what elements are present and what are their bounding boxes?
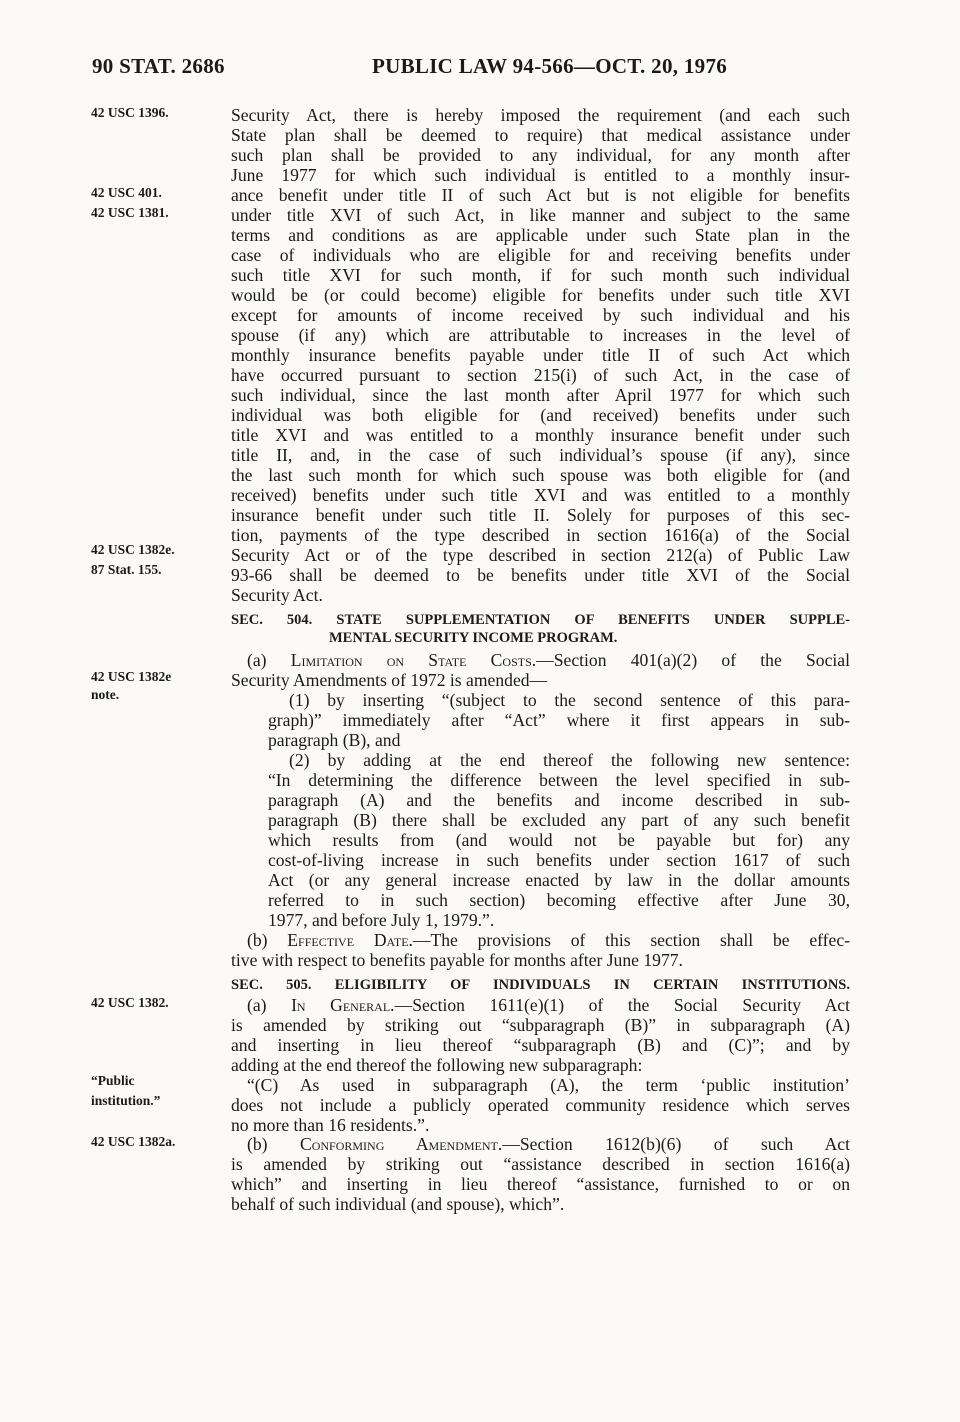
subsection-label: (b) (247, 930, 288, 950)
body-line: which” and inserting in lieu thereof “assistance, furnished to or on (231, 1174, 850, 1194)
margin-note: note. (91, 687, 120, 702)
body-line: monthly insurance benefits payable under title II of such Act which (231, 345, 850, 365)
subsection-text: —Section 401(a)(2) of the Social (536, 650, 850, 670)
body-line: the last such month for which such spouse was both eligible for (and (231, 465, 850, 485)
page-number-stat: 90 STAT. 2686 (92, 54, 225, 78)
body-line: behalf of such individual (and spouse), which”. (231, 1194, 565, 1214)
subsection-label: (b) (247, 1134, 300, 1154)
margin-note: 42 USC 1382e (91, 669, 172, 684)
subsection-text: —The provisions of this section shall be effec- (412, 930, 850, 950)
body-line: Security Amendments of 1972 is amended— (231, 670, 548, 690)
subsection-label: (a) (247, 995, 292, 1015)
body-line: insurance benefit under such title II. Solely for purposes of this sec- (231, 505, 850, 525)
body-line: except for amounts of income received by such individual and his (231, 305, 850, 325)
margin-note: 87 Stat. 155. (91, 562, 162, 577)
subsection-label: (a) (247, 650, 291, 670)
body-line: case of individuals who are eligible for and receiving benefits under (231, 245, 850, 265)
subsection-a-line (247, 650, 850, 670)
margin-note: institution.” (91, 1093, 161, 1108)
body-line: is amended by striking out “subparagraph (B)” in subparagraph (A) (231, 1015, 850, 1035)
item-line: which results from (and would not be payable but for) any (268, 830, 850, 850)
item-line: “In determining the difference between the level specified in sub- (268, 770, 850, 790)
subsection-heading: Limitation on State Costs. (290, 650, 537, 670)
subsection-heading: In General. (291, 995, 395, 1015)
subsection-heading: Conforming Amendment. (299, 1134, 503, 1154)
body-line: is amended by striking out “assistance described in section 1616(a) (231, 1154, 850, 1174)
body-line: under title XVI of such Act, in like manner and subject to the same (231, 205, 850, 225)
subsection-text: —Section 1612(b)(6) of such Act (502, 1134, 850, 1154)
margin-note: 42 USC 401. (91, 185, 162, 200)
body-line: and inserting in lieu thereof “subparagraph (B) and (C)”; and by (231, 1035, 850, 1055)
body-line: 93-66 shall be deemed to be benefits under title XVI of the Social (231, 565, 850, 585)
body-line: such individual, since the last month after April 1977 for which such (231, 385, 850, 405)
margin-note: 42 USC 1382e. (91, 542, 175, 557)
item-line: referred to in such section) becoming effective after June 30, (268, 890, 850, 910)
body-line: such plan shall be provided to any individual, for any month after (231, 145, 850, 165)
body-line: spouse (if any) which are attributable to increases in the level of (231, 325, 850, 345)
margin-note: 42 USC 1382. (91, 995, 169, 1010)
body-line: individual was both eligible for (and received) benefits under such (231, 405, 850, 425)
item-line: paragraph (A) and the benefits and income described in sub- (268, 790, 850, 810)
body-line: have occurred pursuant to section 215(i) of such Act, in the case of (231, 365, 850, 385)
body-line: tion, payments of the type described in section 1616(a) of the Social (231, 525, 850, 545)
body-line: “(C) As used in subparagraph (A), the term ‘public institution’ (247, 1075, 850, 1095)
item-line: graph)” immediately after “Act” where it first appears in sub- (268, 710, 850, 730)
subsection-b-line (247, 1134, 850, 1154)
subsection-text: —Section 1611(e)(1) of the Social Security Act (394, 995, 850, 1015)
margin-note: 42 USC 1396. (91, 105, 169, 120)
margin-note: 42 USC 1382a. (91, 1134, 176, 1149)
body-line: State plan shall be deemed to require) that medical assistance under (231, 125, 850, 145)
body-line: Security Act or of the type described in section 212(a) of Public Law (231, 545, 850, 565)
body-line: Security Act. (231, 585, 323, 605)
section-505-heading: SEC. 505. ELIGIBILITY OF INDIVIDUALS IN CERTAIN INSTITUTIONS. (231, 977, 850, 993)
subsection-b-line (247, 930, 850, 950)
running-header-public-law: PUBLIC LAW 94-566—OCT. 20, 1976 (372, 54, 728, 78)
body-line: Security Act, there is hereby imposed the requirement (and each such (231, 105, 850, 125)
section-504-heading-cont: MENTAL SECURITY INCOME PROGRAM. (329, 630, 618, 646)
item-line: paragraph (B), and (268, 730, 401, 750)
body-line: June 1977 for which such individual is entitled to a monthly insur- (231, 165, 850, 185)
item-line: (1) by inserting “(subject to the second sentence of this para- (289, 690, 850, 710)
item-line: paragraph (B) there shall be excluded any part of any such benefit (268, 810, 850, 830)
body-line: would be (or could become) eligible for benefits under such title XVI (231, 285, 850, 305)
body-line: adding at the end thereof the following new subparagraph: (231, 1055, 643, 1075)
subsection-heading: Effective Date. (287, 930, 413, 950)
margin-note: 42 USC 1381. (91, 205, 169, 220)
item-line: cost-of-living increase in such benefits under section 1617 of such (268, 850, 850, 870)
body-line: tive with respect to benefits payable for months after June 1977. (231, 950, 683, 970)
body-line: title II, and, in the case of such individual’s spouse (if any), since (231, 445, 850, 465)
body-line: received) benefits under such title XVI and was entitled to a monthly (231, 485, 850, 505)
body-line: terms and conditions as are applicable under such State plan in the (231, 225, 850, 245)
body-line: no more than 16 residents.”. (231, 1115, 430, 1135)
item-line: Act (or any general increase enacted by law in the dollar amounts (268, 870, 850, 890)
section-504-heading: SEC. 504. STATE SUPPLEMENTATION OF BENEFITS UNDER SUPPLE- (231, 612, 850, 628)
body-line: title XVI and was entitled to a monthly insurance benefit under such (231, 425, 850, 445)
body-line: ance benefit under title II of such Act but is not eligible for benefits (231, 185, 850, 205)
body-line: does not include a publicly operated community residence which serves (231, 1095, 850, 1115)
item-line: (2) by adding at the end thereof the following new sentence: (289, 750, 850, 770)
margin-note: “Public (91, 1073, 135, 1088)
item-line: 1977, and before July 1, 1979.”. (268, 910, 495, 930)
subsection-a-line (247, 995, 850, 1015)
body-line: such title XVI for such month, if for such month such individual (231, 265, 850, 285)
